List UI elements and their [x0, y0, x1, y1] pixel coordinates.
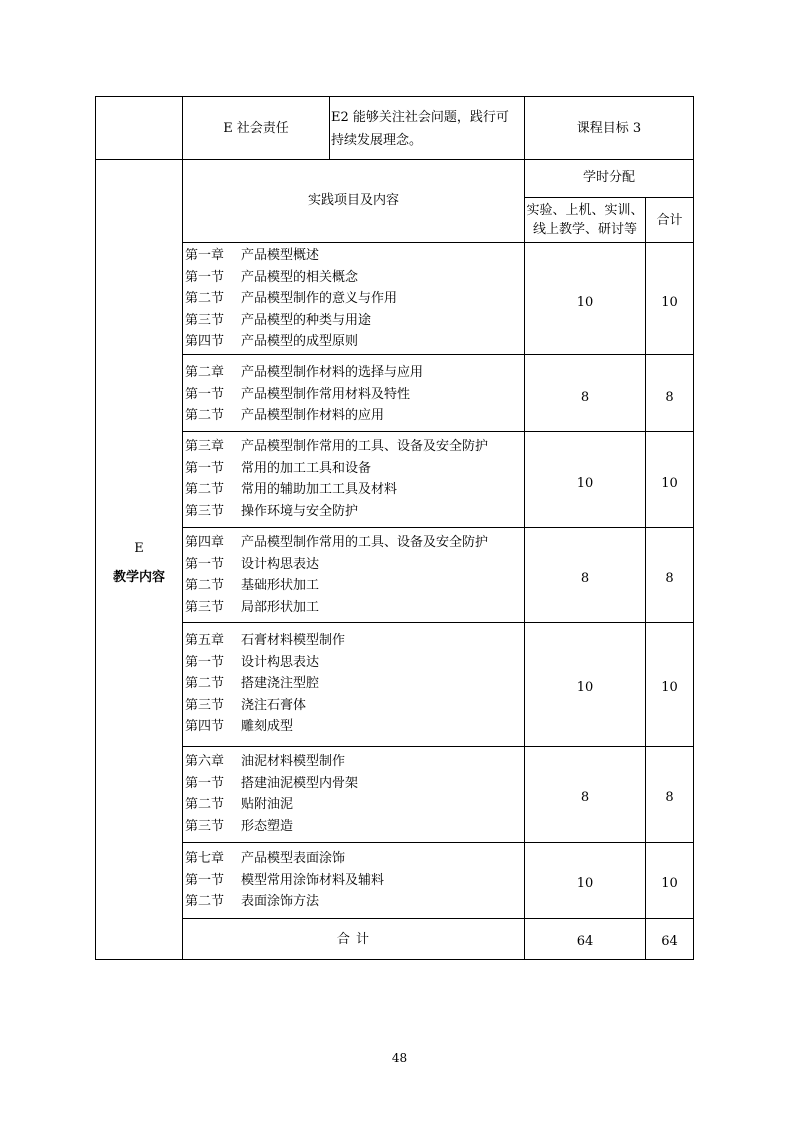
- chapter-3-total-hours: 10: [661, 476, 678, 491]
- list-item: 第二节 表面涂饰方法: [185, 894, 320, 909]
- chapter-5-practice-hours: 10: [576, 680, 594, 695]
- chapter-2-practice-hours: 8: [580, 390, 590, 405]
- rule: [95, 96, 694, 97]
- list-item: 第三节 浇注石膏体: [185, 697, 307, 713]
- list-item: 第六章 油泥材料模型制作: [185, 754, 346, 769]
- chapter-6-total-hours: 8: [665, 790, 674, 805]
- rule: [524, 197, 694, 198]
- header-project: 实践项目及内容: [307, 193, 399, 208]
- list-item: 第三节 操作环境与安全防护: [185, 503, 359, 519]
- objective-goal: 课程目标 3: [576, 121, 642, 136]
- list-item: 第三节 局部形状加工: [185, 599, 320, 615]
- chapter-1-total-hours: 10: [661, 295, 678, 310]
- list-item: 第七章 产品模型表面涂饰: [185, 851, 346, 866]
- list-item: 第四章 产品模型制作常用的工具、设备及安全防护: [185, 535, 489, 550]
- rule: [693, 96, 694, 960]
- chapter-3-contents: [185, 436, 488, 522]
- chapter-6-contents: [185, 751, 358, 837]
- section-title: 教学内容: [112, 570, 165, 585]
- objective-description-line2: 持续发展理念。: [331, 133, 423, 148]
- chapter-1-contents: [185, 245, 397, 353]
- rule: [329, 96, 330, 160]
- section-letter: E: [134, 541, 144, 556]
- chapter-5-total-hours: 10: [661, 680, 678, 695]
- chapter-7-total-hours: 10: [661, 876, 678, 891]
- list-item: 第四节 雕刻成型: [185, 719, 294, 734]
- chapter-7-practice-hours: 10: [576, 876, 594, 891]
- rule: [182, 527, 694, 528]
- sum-practice-hours: 64: [576, 934, 594, 949]
- list-item: 第一节 产品模型制作常用材料及特性: [185, 386, 411, 402]
- objective-category: E 社会责任: [223, 121, 289, 136]
- page-number: 48: [391, 1051, 408, 1065]
- list-item: 第一节 模型常用涂饰材料及辅料: [185, 872, 385, 888]
- list-item: 第二章 产品模型制作材料的选择与应用: [185, 365, 424, 380]
- sum-total-hours: 64: [661, 934, 678, 949]
- list-item: 第四节 产品模型的成型原则: [185, 334, 359, 349]
- chapter-7-contents: [185, 848, 384, 913]
- list-item: 第一节 设计构思表达: [185, 654, 320, 670]
- list-item: 第二节 搭建浇注型腔: [185, 676, 320, 691]
- list-item: 第一节 产品模型的相关概念: [185, 269, 359, 285]
- list-item: 第二节 贴附油泥: [185, 797, 294, 812]
- rule: [95, 96, 96, 960]
- list-item: 第二节 常用的辅助加工工具及材料: [185, 482, 398, 497]
- header-practice-line2: 线上教学、研讨等: [532, 222, 637, 237]
- list-item: 第二节 产品模型制作材料的应用: [185, 408, 385, 423]
- list-item: 第三节 产品模型的种类与用途: [185, 312, 372, 328]
- chapter-6-practice-hours: 8: [580, 790, 590, 805]
- header-hours: 学时分配: [582, 170, 635, 185]
- list-item: 第三章 产品模型制作常用的工具、设备及安全防护: [185, 439, 489, 454]
- rule: [95, 159, 694, 160]
- list-item: 第二节 产品模型制作的意义与作用: [185, 291, 398, 306]
- rule: [182, 746, 694, 747]
- list-item: 第一节 搭建油泥模型内骨架: [185, 775, 359, 791]
- rule: [95, 959, 694, 960]
- list-item: 第一节 常用的加工工具和设备: [185, 460, 372, 476]
- chapter-4-total-hours: 8: [665, 571, 674, 586]
- rule: [182, 96, 183, 960]
- list-item: 第二节 基础形状加工: [185, 578, 320, 593]
- rule: [182, 918, 694, 919]
- rule: [182, 842, 694, 843]
- header-total: 合计: [656, 213, 683, 228]
- chapter-4-practice-hours: 8: [580, 571, 590, 586]
- rule: [182, 431, 694, 432]
- chapter-4-contents: [185, 532, 488, 618]
- sum-label: 合 计: [336, 932, 371, 947]
- objective-description-line1: E2 能够关注社会问题，践行可: [331, 110, 509, 125]
- rule: [182, 242, 694, 243]
- list-item: 第一章 产品模型概述: [185, 248, 320, 263]
- chapter-3-practice-hours: 10: [576, 476, 594, 491]
- list-item: 第一节 设计构思表达: [185, 556, 320, 572]
- rule: [182, 622, 694, 623]
- header-practice-line1: 实验、上机、实训、: [526, 203, 644, 218]
- chapter-2-contents: [185, 362, 423, 427]
- chapter-1-practice-hours: 10: [576, 295, 594, 310]
- rule: [182, 354, 694, 355]
- list-item: 第三节 形态塑造: [185, 818, 294, 834]
- chapter-5-contents: [185, 630, 345, 738]
- list-item: 第五章 石膏材料模型制作: [185, 633, 346, 648]
- chapter-2-total-hours: 8: [665, 390, 674, 405]
